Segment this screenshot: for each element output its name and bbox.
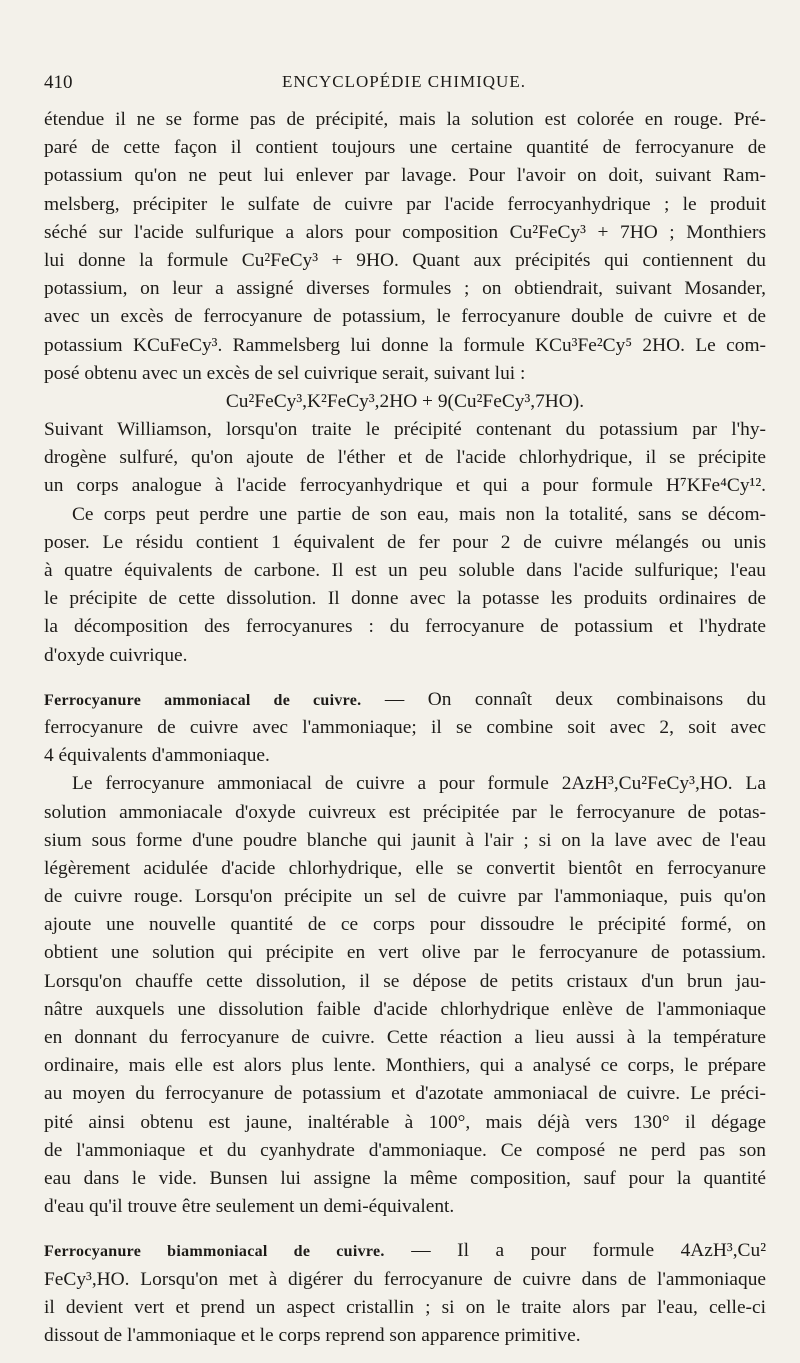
text-line: Lorsqu'on chauffe cette dissolution, il se dépose de petits cristaux d'un brun jau- <box>44 970 766 992</box>
text-line: d'oxyde cuivrique. <box>44 644 188 666</box>
text-line: drogène sulfuré, qu'on ajoute de l'éther et de l'acide chlorhydrique, il se précipite <box>44 447 766 469</box>
text-line: FeCy³,HO. Lorsqu'on met à digérer du ferrocyanure de cuivre dans de l'ammoniaque <box>44 1268 766 1290</box>
chemical-formula: Cu²FeCy³,K²FeCy³,2HO + 9(Cu²FeCy³,7HO). <box>225 390 585 412</box>
section-ammoniacal <box>44 686 766 1222</box>
text-line: ferrocyanure de cuivre avec l'ammoniaque; il se combine soit avec 2, soit avec <box>44 716 766 738</box>
text-line: eau dans le vide. Bunsen lui assigne la même composition, sauf pour la quantité <box>44 1167 766 1189</box>
text-line: posé obtenu avec un excès de sel cuivrique serait, suivant lui : <box>44 362 526 384</box>
page-header <box>44 72 764 98</box>
text-line: lui donne la formule Cu²FeCy³ + 9HO. Quant aux précipités qui contiennent du <box>44 249 766 271</box>
text-line: ajoute une nouvelle quantité de ce corps pour dissoudre le précipité formé, on <box>44 914 766 936</box>
text-line: il devient vert et prend un aspect cristallin ; si on le traite alors par l'eau, celle-ci <box>44 1296 766 1318</box>
text-line: séché sur l'acide sulfurique a alors pour composition Cu²FeCy³ + 7HO ; Monthiers <box>44 221 766 243</box>
text-line: potassium KCuFeCy³. Rammelsberg lui donne la formule KCu³Fe²Cy⁵ 2HO. Le com- <box>44 334 766 356</box>
section-heading: Ferrocyanure ammoniacal de cuivre. <box>44 691 362 709</box>
text-line: en donnant du ferrocyanure de cuivre. Cette réaction a lieu aussi à la température <box>44 1027 766 1048</box>
text-line: de l'ammoniaque et du cyanhydrate d'ammoniaque. Ce composé ne perd pas son <box>44 1139 766 1161</box>
paragraph-continued <box>44 106 766 388</box>
section-heading: Ferrocyanure biammoniacal de cuivre. <box>44 1243 385 1261</box>
text-line: ordinaire, mais elle est alors plus lente. Monthiers, qui a analysé ce corps, le prépare <box>44 1055 766 1077</box>
text-line: Ce corps peut perdre une partie de son eau, mais non la totalité, sans se décom- <box>72 503 766 525</box>
section-lead: — On connaît deux combinaisons du <box>361 688 766 710</box>
running-title: ENCYCLOPÉDIE CHIMIQUE. <box>282 72 526 91</box>
section-first-line <box>44 686 766 714</box>
text-line: sium sous forme d'une poudre blanche qui jaunit à l'air ; si on la lave avec de l'eau <box>44 829 766 851</box>
text-line: paré de cette façon il contient toujours une certaine quantité de ferrocyanure de <box>44 137 766 159</box>
text-line: de cuivre rouge. Lorsqu'on précipite un sel de cuivre par l'ammoniaque, puis qu'on <box>44 886 766 908</box>
text-line: au moyen du ferrocyanure de potassium et d'azotate ammoniacal de cuivre. Le préci- <box>44 1083 766 1105</box>
text-line: un corps analogue à l'acide ferrocyanhydrique et qui a pour formule H⁷KFe⁴Cy¹². <box>44 475 766 497</box>
text-line: avec un excès de ferrocyanure de potassium, le ferrocyanure double de cuivre et de <box>44 306 766 328</box>
text-line: légèrement acidulée d'acide chlorhydrique, elle se convertit bientôt en ferrocyanure <box>44 857 766 879</box>
text-line: 4 équivalents d'ammoniaque. <box>44 745 270 767</box>
text-line: dissout de l'ammoniaque et le corps reprend son apparence primitive. <box>44 1324 581 1346</box>
text-line: nâtre auxquels une dissolution faible d'acide chlorhydrique enlève de l'ammoniaque <box>44 998 766 1020</box>
text-line: Le ferrocyanure ammoniacal de cuivre a pour formule 2AzH³,Cu²FeCy³,HO. La <box>72 773 766 795</box>
text-line: poser. Le résidu contient 1 équivalent de fer pour 2 de cuivre mélangés ou unis <box>44 531 766 553</box>
page-body <box>44 106 766 1350</box>
text-line: étendue il ne se forme pas de précipité, mais la solution est colorée en rouge. Pré- <box>44 109 766 130</box>
text-line: pité ainsi obtenu est jaune, inaltérable à 100°, mais déjà vers 130° il dégage <box>44 1111 766 1133</box>
text-line: melsberg, précipiter le sulfate de cuivre par l'acide ferrocyanhydrique ; le produit <box>44 193 766 215</box>
section-first-line <box>44 1237 766 1265</box>
text-line: d'eau qu'il trouve être seulement un demi-équivalent. <box>44 1196 455 1218</box>
text-line: potassium qu'on ne peut lui enlever par lavage. Pour l'avoir on doit, suivant Ram- <box>44 165 766 187</box>
text-line: la décomposition des ferrocyanures : du ferrocyanure de potassium et l'hydrate <box>44 616 766 638</box>
text-line: solution ammoniacale d'oxyde cuivreux est précipitée par le ferrocyanure de potas- <box>44 801 766 823</box>
section-lead: — Il a pour formule 4AzH³,Cu² <box>384 1240 766 1262</box>
text-line: obtient une solution qui précipite en vert olive par le ferrocyanure de potassium. <box>44 942 766 964</box>
text-line: Suivant Williamson, lorsqu'on traite le précipité contenant du potassium par l'hy- <box>44 419 766 441</box>
text-line: potassium, on leur a assigné diverses formules ; on obtiendrait, suivant Mosander, <box>44 278 766 300</box>
text-line: à quatre équivalents de carbone. Il est un peu soluble dans l'acide sulfurique; l'eau <box>44 560 766 581</box>
page-number: 410 <box>44 72 73 93</box>
section-biammoniacal <box>44 1237 766 1350</box>
paragraph-williamson <box>44 416 766 670</box>
text-line: le précipite de cette dissolution. Il donne avec la potasse les produits ordinaires de <box>44 588 766 610</box>
